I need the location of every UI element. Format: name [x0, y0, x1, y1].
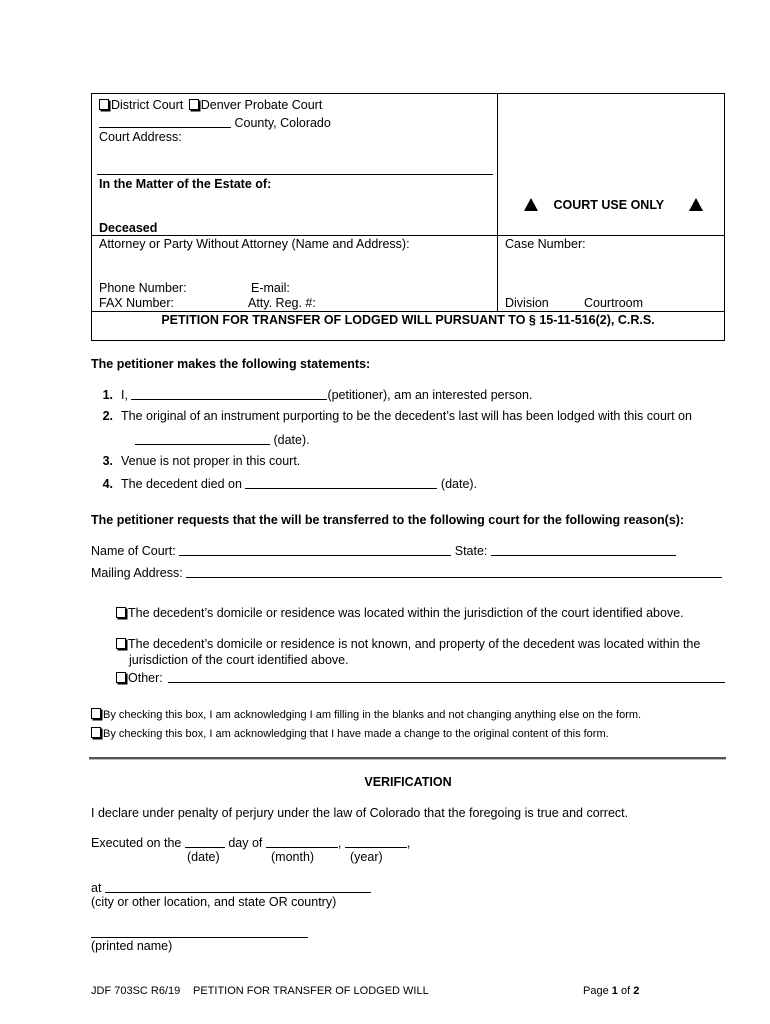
statement-number: 1. — [102, 388, 113, 402]
court-use-only-label: COURT USE ONLY — [553, 198, 664, 212]
reason-other — [116, 670, 725, 685]
email-label: E-mail: — [251, 281, 290, 295]
county-row — [99, 115, 331, 130]
fax-label: FAX Number: — [99, 296, 175, 310]
death-date-field[interactable] — [245, 476, 437, 489]
ack-no-change-label: By checking this box, I am acknowledging I am filling in the blanks and not changing anything else on the form. — [103, 709, 642, 721]
statement-text: I, — [121, 388, 128, 402]
reason-2 — [116, 637, 700, 651]
page-current: 1 — [611, 985, 618, 997]
comma-label: , — [406, 836, 411, 850]
footer-page-number — [583, 985, 639, 997]
up-triangle-icon — [689, 198, 703, 211]
statement-text: (petitioner), am an interested person. — [327, 388, 533, 402]
court-type-row — [99, 98, 322, 112]
statement-3 — [89, 454, 300, 468]
statements-heading: The petitioner makes the following statements: — [91, 357, 371, 371]
ack-changed — [91, 727, 609, 740]
statement-number: 3. — [102, 454, 113, 468]
denver-probate-checkbox[interactable] — [189, 99, 199, 110]
comma-label: , — [337, 836, 342, 850]
courtroom-label: Courtroom — [584, 296, 644, 310]
ack-changed-label: By checking this box, I am acknowledging that I have made a change to the original content of this form. — [103, 728, 609, 740]
execution-month-field[interactable] — [266, 835, 338, 848]
location-caption: (city or other location, and state OR country) — [91, 895, 337, 909]
ack-changed-checkbox[interactable] — [91, 727, 101, 738]
year-caption: (year) — [350, 850, 383, 864]
section-divider — [89, 757, 726, 760]
statement-text: (date). — [273, 433, 310, 447]
location-field[interactable] — [105, 880, 371, 893]
court-use-only — [524, 198, 703, 212]
footer-form-title: PETITION FOR TRANSFER OF LODGED WILL — [193, 985, 429, 997]
reason-1 — [116, 606, 684, 620]
footer-form-id: JDF 703SC R6/19 — [91, 985, 181, 997]
name-of-court-row — [91, 543, 676, 558]
county-field[interactable] — [99, 115, 231, 128]
date-caption: (date) — [187, 850, 220, 864]
name-of-court-field[interactable] — [179, 543, 451, 556]
of-word: of — [620, 985, 631, 997]
reason-2-label: The decedent’s domicile or residence is not known, and property of the decedent was located within the — [128, 637, 701, 651]
reason-2-continued: jurisdiction of the court identified above. — [129, 653, 349, 667]
name-of-court-label: Name of Court: — [91, 544, 176, 558]
statement-number: 2. — [102, 409, 113, 423]
case-number-label: Case Number: — [505, 237, 586, 251]
statement-2-continued — [135, 432, 310, 447]
district-court-label: District Court — [111, 98, 184, 112]
statement-text: Venue is not proper in this court. — [121, 454, 301, 468]
phone-label: Phone Number: — [99, 281, 187, 295]
mailing-address-label: Mailing Address: — [91, 566, 183, 580]
mailing-address-row — [91, 565, 722, 580]
location-row — [91, 880, 371, 895]
estate-of-label: In the Matter of the Estate of: — [99, 177, 272, 191]
caption-divider-estate — [97, 174, 493, 175]
statement-text: (date). — [440, 477, 478, 491]
executed-on-label: Executed on the — [91, 836, 182, 850]
ack-no-change — [91, 708, 641, 721]
day-of-label: day of — [228, 836, 263, 850]
statement-number: 4. — [102, 477, 113, 491]
page-word: Page — [583, 985, 609, 997]
other-label: Other: — [128, 671, 163, 685]
printed-name-line[interactable] — [91, 937, 308, 938]
attorney-label: Attorney or Party Without Attorney (Name and Address): — [99, 237, 410, 251]
court-address-label: Court Address: — [99, 130, 182, 144]
statement-4 — [89, 476, 477, 491]
statement-text: The original of an instrument purporting to be the decedent’s last will has been lodged with this court on — [121, 409, 692, 423]
execution-year-field[interactable] — [345, 835, 407, 848]
county-label: County, Colorado — [234, 116, 331, 130]
district-court-checkbox[interactable] — [99, 99, 109, 110]
reason-1-checkbox[interactable] — [116, 607, 126, 618]
deceased-label: Deceased — [99, 221, 158, 235]
at-label: at — [91, 881, 102, 895]
verification-title: VERIFICATION — [364, 775, 452, 789]
printed-name-caption: (printed name) — [91, 939, 173, 953]
denver-probate-label: Denver Probate Court — [200, 98, 323, 112]
up-triangle-icon — [524, 198, 538, 211]
caption-divider-vertical — [497, 93, 498, 311]
ack-no-change-checkbox[interactable] — [91, 708, 101, 719]
reason-1-label: The decedent’s domicile or residence was located within the jurisdiction of the court identified above. — [128, 606, 684, 620]
page-total: 2 — [633, 985, 640, 997]
caption-divider-title — [91, 311, 725, 312]
executed-row — [91, 835, 410, 850]
other-checkbox[interactable] — [116, 672, 126, 683]
state-label: State: — [454, 544, 488, 558]
declaration-text: I declare under penalty of perjury under the law of Colorado that the foregoing is true and correct. — [91, 806, 629, 820]
reason-2-checkbox[interactable] — [116, 638, 126, 649]
lodged-date-field[interactable] — [135, 432, 270, 445]
petitioner-name-field[interactable] — [131, 387, 327, 400]
statement-2 — [89, 409, 692, 423]
statement-text: The decedent died on — [121, 477, 242, 491]
atty-reg-label: Atty. Reg. #: — [248, 296, 316, 310]
division-label: Division — [505, 296, 549, 310]
execution-day-field[interactable] — [185, 835, 225, 848]
statement-1 — [89, 387, 532, 402]
state-field[interactable] — [491, 543, 676, 556]
mailing-address-field[interactable] — [186, 565, 722, 578]
form-title: PETITION FOR TRANSFER OF LODGED WILL PURSUANT TO § 15-11-516(2), C.R.S. — [161, 313, 655, 327]
month-caption: (month) — [271, 850, 315, 864]
caption-divider-attorney — [91, 235, 725, 236]
other-reason-field[interactable] — [168, 670, 725, 683]
request-heading: The petitioner requests that the will be transferred to the following court for the following reason(s): — [91, 513, 685, 527]
